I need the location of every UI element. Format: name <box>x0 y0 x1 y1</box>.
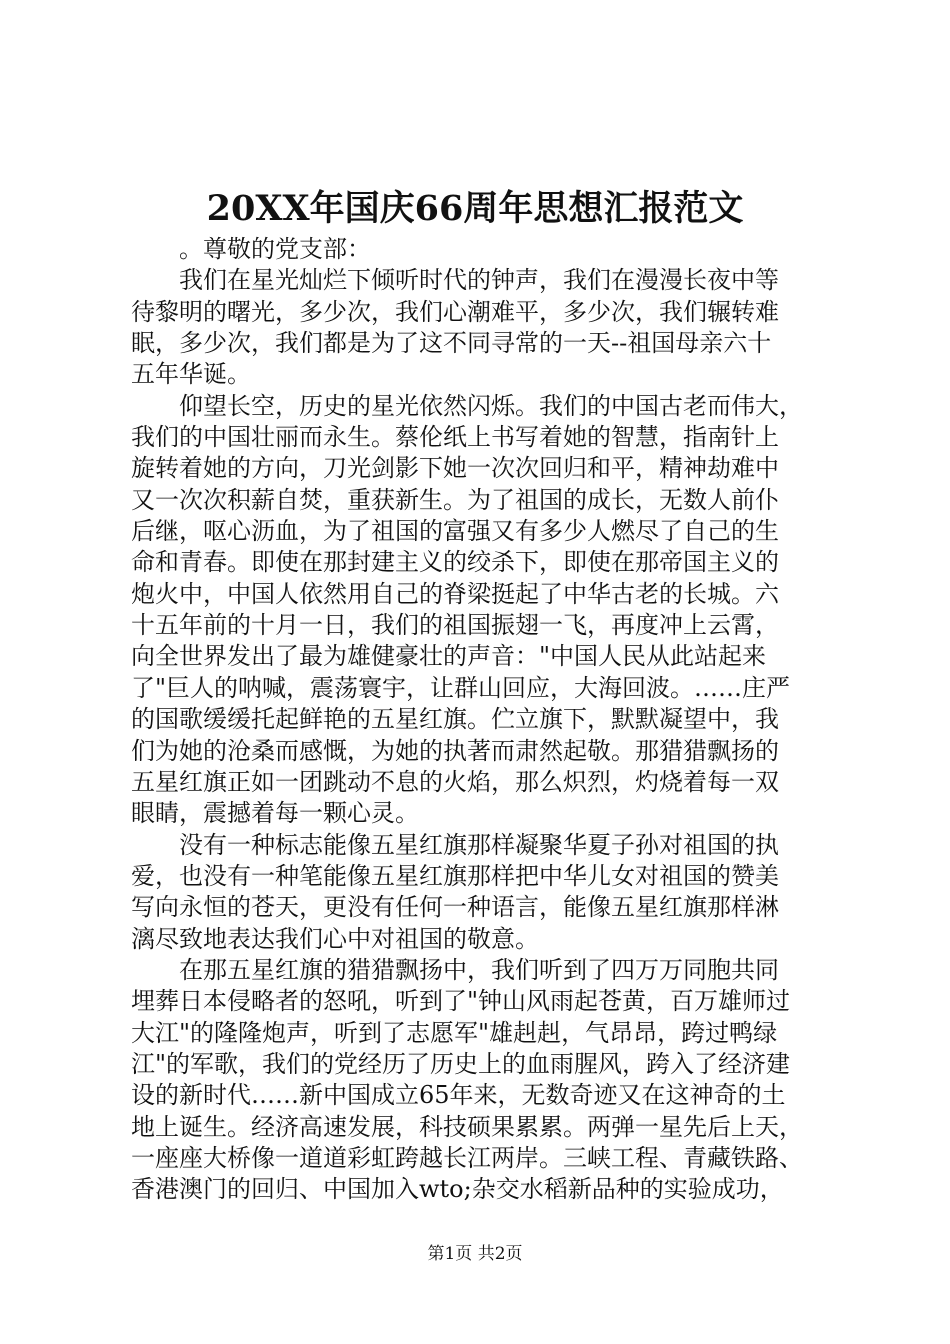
text-line: 了"巨人的呐喊，震荡寰宇，让群山回应，大海回波。……庄严 <box>131 673 791 702</box>
text-line: 五年华诞。 <box>131 360 251 389</box>
text-line: 眠，多少次，我们都是为了这不同寻常的一天--祖国母亲六十 <box>131 329 772 358</box>
text-line: 后继，呕心沥血，为了祖国的富强又有多少人燃尽了自己的生 <box>131 517 779 546</box>
text-line: 漓尽致地表达我们心中对祖国的敬意。 <box>131 924 539 953</box>
text-line: 旋转着她的方向，刀光剑影下她一次次回归和平，精神劫难中 <box>131 454 779 483</box>
text-line: 写向永恒的苍天，更没有任何一种语言，能像五星红旗那样淋 <box>131 893 779 922</box>
text-line: 眼睛，震撼着每一颗心灵。 <box>131 799 419 828</box>
text-line: 江"的军歌，我们的党经历了历史上的血雨腥风，跨入了经济建 <box>131 1049 791 1078</box>
text-line: 向全世界发出了最为雄健豪壮的声音："中国人民从此站起来 <box>131 642 767 671</box>
text-line: 待黎明的曙光，多少次，我们心潮难平，多少次，我们辗转难 <box>131 297 779 326</box>
text-line: 大江"的隆隆炮声，听到了志愿军"雄赳赳，气昂昂，跨过鸭绿 <box>131 1018 778 1047</box>
text-line: 五星红旗正如一团跳动不息的火焰，那么炽烈，灼烧着每一双 <box>131 767 779 796</box>
text-line: 我们的中国壮丽而永生。蔡伦纸上书写着她的智慧，指南针上 <box>131 423 779 452</box>
text-line: 香港澳门的回归、中国加入wto;杂交水稻新品种的实验成功， <box>131 1175 784 1204</box>
text-line: 地上诞生。经济高速发展，科技硕果累累。两弹一星先后上天， <box>131 1112 803 1141</box>
text-line: 一座座大桥像一道道彩虹跨越长江两岸。三峡工程、青藏铁路、 <box>131 1143 803 1172</box>
text-line: 炮火中，中国人依然用自己的脊梁挺起了中华古老的长城。六 <box>131 579 779 608</box>
document-title: 20XX年国庆66周年思想汇报范文 <box>206 188 744 229</box>
text-line: 在那五星红旗的猎猎飘扬中，我们听到了四万万同胞共同 <box>131 955 779 984</box>
text-line: 仰望长空，历史的星光依然闪烁。我们的中国古老而伟大， <box>131 391 803 420</box>
text-line: 十五年前的十月一日，我们的祖国振翅一飞，再度冲上云霄， <box>131 611 779 640</box>
text-line: 的国歌缓缓托起鲜艳的五星红旗。伫立旗下，默默凝望中，我 <box>131 705 779 734</box>
text-line: 没有一种标志能像五星红旗那样凝聚华夏子孙对祖国的执 <box>131 830 779 859</box>
text-line: 们为她的沧桑而感慨，为她的执著而肃然起敬。那猎猎飘扬的 <box>131 736 779 765</box>
text-line: 设的新时代……新中国成立65年来，无数奇迹又在这神奇的土 <box>131 1081 786 1110</box>
page-number-footer: 第1页 共2页 <box>427 1244 523 1264</box>
text-line: 我们在星光灿烂下倾听时代的钟声，我们在漫漫长夜中等 <box>131 266 779 295</box>
text-line: 埋葬日本侵略者的怒吼，听到了"钟山风雨起苍黄，百万雄师过 <box>131 987 791 1016</box>
text-line: 爱，也没有一种笔能像五星红旗那样把中华儿女对祖国的赞美 <box>131 861 779 890</box>
text-line: 命和青春。即使在那封建主义的绞杀下，即使在那帝国主义的 <box>131 548 779 577</box>
text-line: 又一次次积薪自焚，重获新生。为了祖国的成长，无数人前仆 <box>131 485 779 514</box>
document-body <box>131 234 821 1206</box>
text-line: 。尊敬的党支部： <box>131 235 371 263</box>
